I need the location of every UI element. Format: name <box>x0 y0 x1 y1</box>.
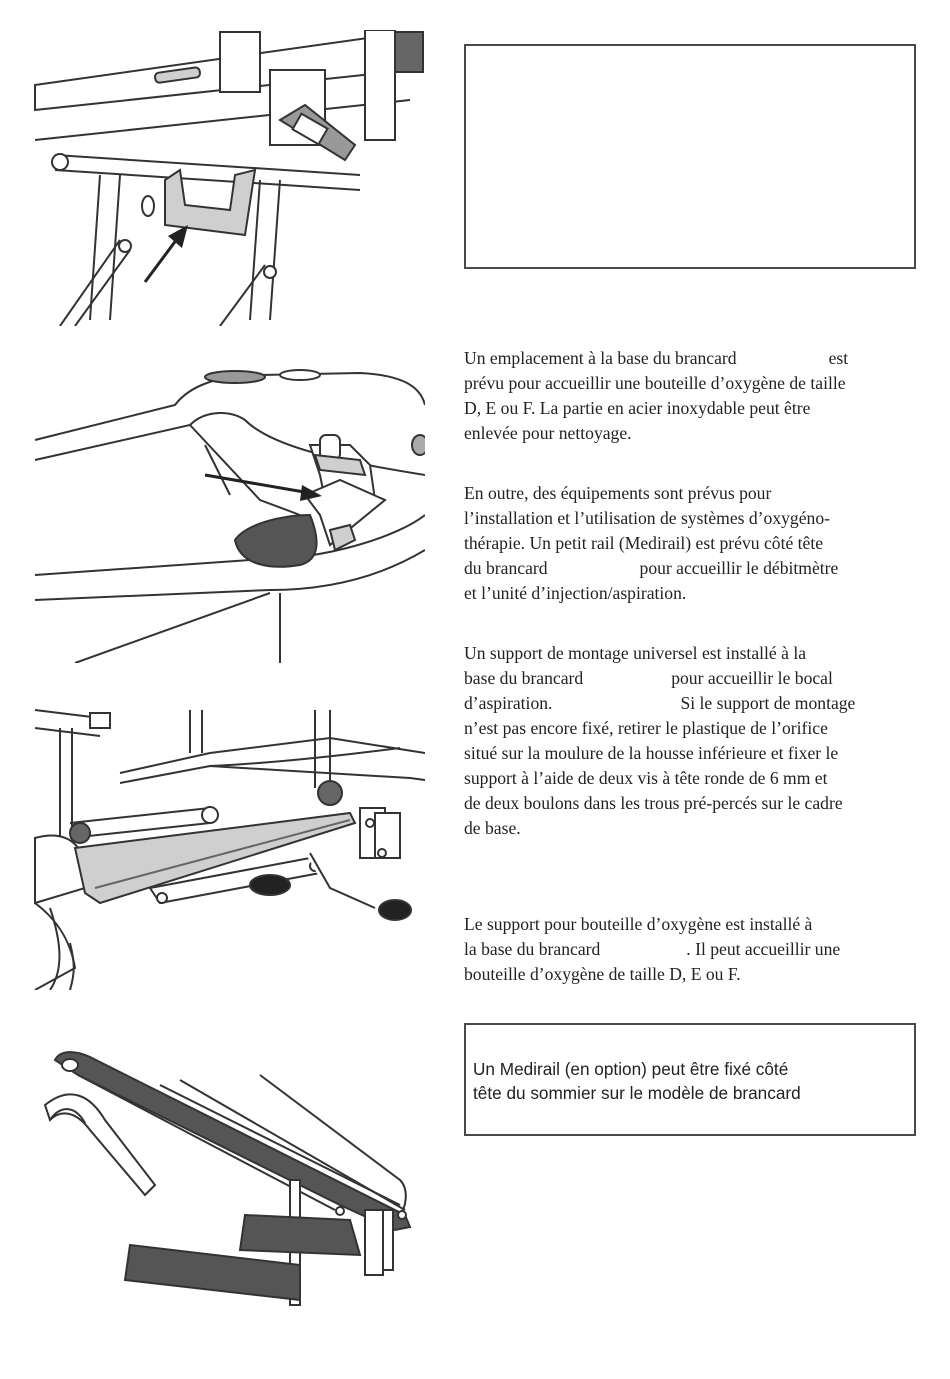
text-line: Le support pour bouteille d’oxygène est installé à <box>464 914 813 934</box>
text-fragment: Si le support de montage <box>680 693 856 713</box>
text-line: l’installation et l’utilisation de systèmes d’oxygéno- <box>464 508 830 528</box>
text-line <box>464 556 924 581</box>
universal-mount-drawing <box>30 708 425 990</box>
note-line: Un Medirail (en option) peut être fixé côté <box>473 1059 789 1079</box>
text-fragment: d’aspiration. <box>464 693 553 713</box>
text-line: thérapie. Un petit rail (Medirail) est prévu côté tête <box>464 533 824 553</box>
text-line <box>464 346 924 371</box>
note-text <box>473 1057 801 1105</box>
illustration-universal-mount <box>30 708 425 990</box>
illustration-oxygen-location <box>30 365 425 663</box>
paragraph-universal-mount <box>464 641 924 841</box>
paragraph-oxygen-therapy <box>464 481 924 606</box>
text-line: prévu pour accueillir une bouteille d’oxygène de taille <box>464 373 846 393</box>
text-line: support à l’aide de deux vis à tête ronde de 6 mm et <box>464 768 828 788</box>
text-fragment: est <box>828 348 849 368</box>
text-line: D, E ou F. La partie en acier inoxydable peut être <box>464 398 811 418</box>
text-fragment: base du brancard <box>464 668 584 688</box>
paragraph-oxygen-location <box>464 346 924 446</box>
note-box-empty <box>464 44 916 269</box>
paragraph-oxygen-holder <box>464 912 924 987</box>
text-line: de deux boulons dans les trous pré-percés sur le cadre <box>464 793 843 813</box>
text-fragment: pour accueillir le bocal <box>671 668 833 688</box>
text-line: En outre, des équipements sont prévus pour <box>464 483 772 503</box>
text-line: bouteille d’oxygène de taille D, E ou F. <box>464 964 741 984</box>
text-line <box>464 691 924 716</box>
text-fragment: Un emplacement à la base du brancard <box>464 348 737 368</box>
text-line: et l’unité d’injection/aspiration. <box>464 583 687 603</box>
text-line: enlevée pour nettoyage. <box>464 423 632 443</box>
text-fragment: pour accueillir le débitmètre <box>639 558 839 578</box>
bracket-drawing <box>30 30 425 326</box>
medirail-drawing <box>30 1045 425 1310</box>
oxygen-location-drawing <box>30 365 425 663</box>
text-line: Un support de montage universel est installé à la <box>464 643 807 663</box>
text-line: de base. <box>464 818 521 838</box>
text-fragment: la base du brancard <box>464 939 601 959</box>
text-fragment: . Il peut accueillir une <box>686 939 841 959</box>
text-line: situé sur la moulure de la housse inférieure et fixer le <box>464 743 839 763</box>
illustration-bracket <box>30 30 425 326</box>
text-fragment: du brancard <box>464 558 548 578</box>
text-line: n’est pas encore fixé, retirer le plastique de l’orifice <box>464 718 828 738</box>
note-box-medirail <box>464 1023 916 1136</box>
note-line: tête du sommier sur le modèle de brancard <box>473 1083 801 1103</box>
illustration-medirail <box>30 1045 425 1310</box>
text-line <box>464 937 924 962</box>
text-line <box>464 666 924 691</box>
